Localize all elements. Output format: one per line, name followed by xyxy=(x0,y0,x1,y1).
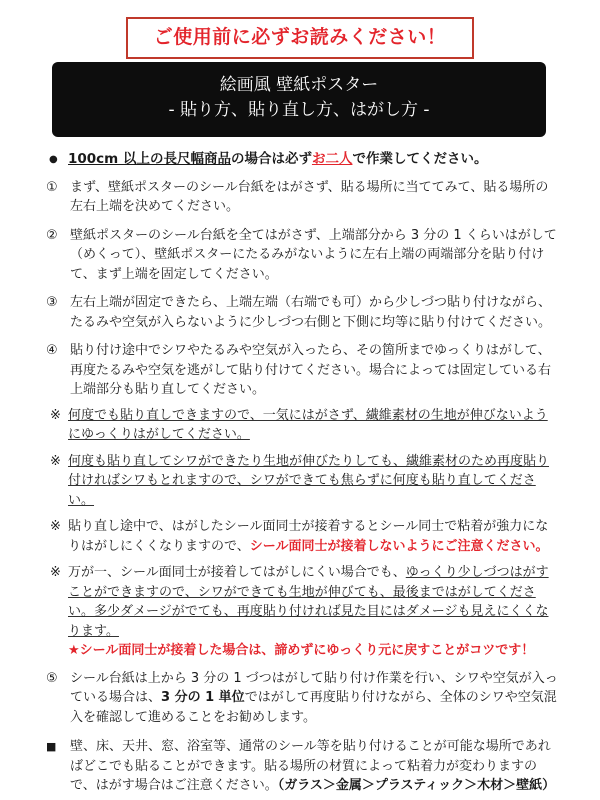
note-text: 何度も貼り直してシワができたり生地が伸びたりしても、繊維素材のため再度貼り付ければシワもとれますので、シワができても焦らずに何度も貼り直してください。 xyxy=(68,453,550,508)
note-tip: ★シール面同士が接着した場合は、諦めずにゆっくり元に戻すことがコツです！ xyxy=(68,643,535,658)
note-mark: ※ xyxy=(50,453,61,469)
note-warning: シール面同士が接着しないようにご注意ください。 xyxy=(249,538,549,554)
step-text: まず、壁紙ポスターのシール台紙をはがさず、貼る場所に当ててみて、貼る場所の左右上端を決めてください。 xyxy=(70,179,549,214)
step-number: ④ xyxy=(46,343,58,358)
bullet-icon: ● xyxy=(49,154,58,165)
footer-note xyxy=(46,737,560,796)
step-number: ③ xyxy=(46,295,58,310)
title-banner xyxy=(52,62,546,137)
warning-banner xyxy=(126,17,474,59)
step-text: 貼り付け途中でシワやたるみや空気が入ったら、その箇所までゆっくりはがして、再度たるみや空気を逃がして貼り付けてください。場合によっては固定している右上端部分も貼り直してください。 xyxy=(70,343,552,397)
instructions xyxy=(46,150,560,796)
step-number: ⑤ xyxy=(46,670,58,686)
note-4 xyxy=(50,563,560,661)
step-text: 壁紙ポスターのシール台紙を全てはがさず、上端部分から 3 分の 1 くらいはがして（めくって）、壁紙ポスターにたるみがないように左右上端の両端部分を貼り付けて、まず上端を固定してください。 xyxy=(70,227,557,282)
step-4 xyxy=(46,341,560,400)
warning-text: ご使用前に必ずお読みください！ xyxy=(153,26,447,49)
step-emphasis: 3 分の 1 単位 xyxy=(161,690,245,705)
step-1 xyxy=(46,178,560,217)
note-mark: ※ xyxy=(50,519,61,534)
step-2 xyxy=(46,226,560,285)
square-icon: ■ xyxy=(46,740,57,753)
note-mark: ※ xyxy=(50,565,61,580)
note-2 xyxy=(50,452,560,511)
step-text: ではがして再度貼り付けながら、全体のシワや空気混入を確認して進めることをお勧めします。 xyxy=(70,690,557,725)
step-number: ② xyxy=(46,227,58,243)
step-text: シール台紙は上から 3 分の 1 づつはがして貼り付け作業を行い、シワや空気が入っている場合は、 xyxy=(70,670,558,705)
material-order: （ガラス＞金属＞プラスティック＞木材＞壁紙） xyxy=(277,778,556,793)
title-line-1: 絵画風 壁紙ポスター xyxy=(219,75,379,95)
step-text: 左右上端が固定できたら、上端左端（右端でも可）から少しづつ貼り付けながら、たるみや空気が入らないように少しづつ右側と下側に均等に貼り付けてください。 xyxy=(70,295,552,330)
step-number: ① xyxy=(46,179,58,195)
footer-text: 壁、床、天井、窓、浴室等、通常のシール等を貼り付けることが可能な場所であればどこでも貼ることができます。貼る場所の材質によって粘着力が変わりますので、はがす場合はご注意ください。 xyxy=(70,739,551,793)
two-person-notice xyxy=(46,150,560,170)
note-text-underlined: ゆっくり少しづつはがすことができますので、シワができても生地が伸びても、最後まではがしてください。多少ダメージがでても、再度貼り付ければ見た目にはダメージも見えにくくなります。 xyxy=(68,565,549,639)
note-text: 何度でも貼り直しできますので、一気にはがさず、繊維素材の生地が伸びないようにゆっくりはがしてください。 xyxy=(68,407,548,442)
step-3 xyxy=(46,293,560,332)
note-3 xyxy=(50,517,560,556)
notice-part-3: お二人 xyxy=(311,151,353,167)
step-5 xyxy=(46,669,560,728)
notice-part-4: で作業してください。 xyxy=(352,151,488,167)
notice-part-2: の場合は必ず xyxy=(230,151,312,167)
title-line-2: - 貼り方、貼り直し方、はがし方 - xyxy=(168,100,430,120)
notice-part-1: 100cm 以上の長尺幅商品 xyxy=(68,151,231,167)
note-mark: ※ xyxy=(50,407,61,423)
note-text: 貼り直し途中で、はがしたシール面同士が接着するとシール同士で粘着が強力になりはがしにくくなりますので、 xyxy=(68,519,549,554)
note-1 xyxy=(50,406,560,445)
note-text: 万が一、シール面同士が接着してはがしにくい場合でも、 xyxy=(68,565,406,580)
